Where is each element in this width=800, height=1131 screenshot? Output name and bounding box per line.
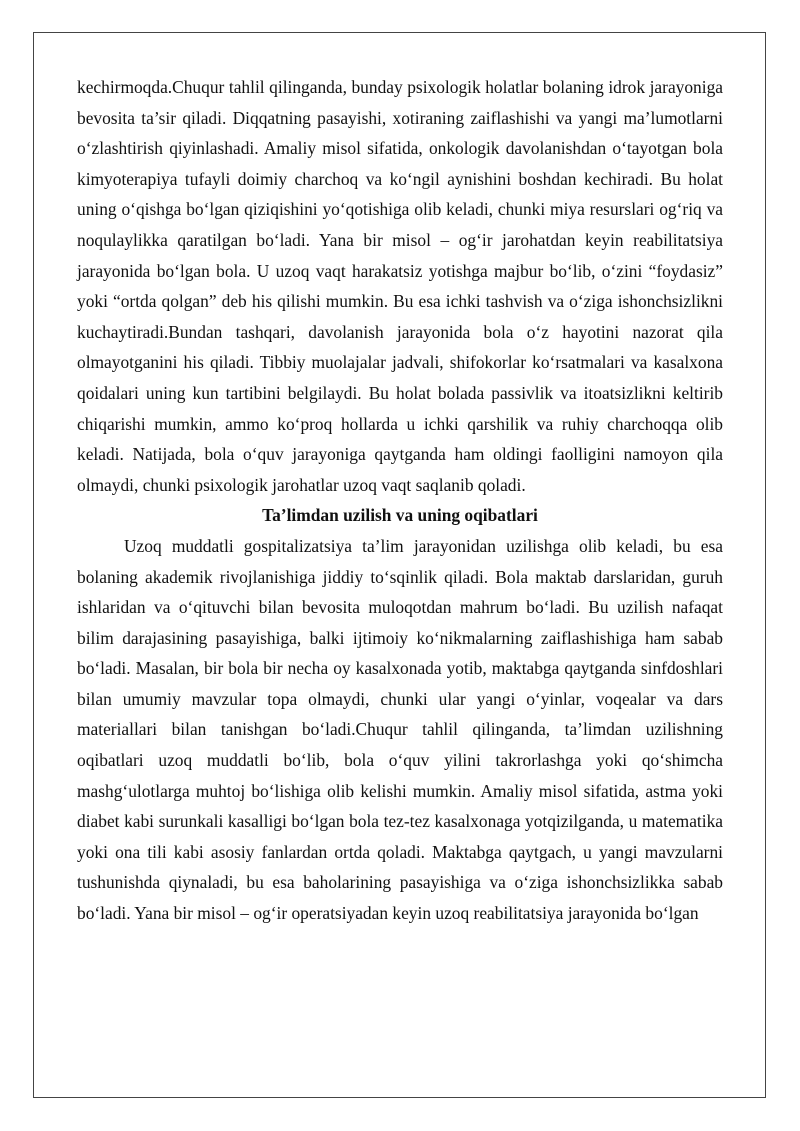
body-paragraph: Uzoq muddatli gospitalizatsiya ta’lim jarayonidan uzilishga olib keladi, bu esa bolaning akademik rivojlanishiga jiddiy to‘sqinlik qiladi. Bola maktab darslaridan, guruh ishlaridan va o‘qituvchi bilan bevosita muloqotdan mahrum bo‘ladi. Bu uzilish nafaqat bilim darajasining pasayishiga, balki ijtimoiy ko‘nikmalarning zaiflashishiga ham sabab bo‘ladi. Masalan, bir bola bir necha oy kasalxonada yotib, maktabga qaytganda sinfdoshlari bilan umumiy mavzular topa olmaydi, chunki ular yangi o‘yinlar, voqealar va dars materiallari bilan tanishgan bo‘ladi.Chuqur tahlil qilinganda, ta’limdan uzilishning oqibatlari uzoq muddatli bo‘lib, bola o‘quv yilini takrorlashga yoki qo‘shimcha mashg‘ulotlarga muhtoj bo‘lishiga olib kelishi mumkin. Amaliy misol sifatida, astma yoki diabet kabi surunkali kasalligi bo‘lgan bola tez-tez kasalxonaga yotqizilganda, u matematika yoki ona tili kabi asosiy fanlardan ortda qoladi. Maktabga qaytgach, u yangi mavzularni tushunishda qiynaladi, bu esa baholarining pasayishiga va o‘ziga ishonchsizlikka sabab bo‘ladi. Yana bir misol – og‘ir operatsiyadan keyin uzoq reabilitatsiya jarayonida bo‘lgan [77, 535, 723, 924]
document-body [77, 72, 723, 929]
section-heading: Ta’limdan uzilish va uning oqibatlari [262, 505, 538, 526]
body-paragraph: kechirmoqda.Chuqur tahlil qilinganda, bunday psixologik holatlar bolaning idrok jarayoniga bevosita ta’sir qiladi. Diqqatning pasayishi, xotiraning zaiflashishi va yangi ma’lumotlarni o‘zlashtirish qiyinlashadi. Amaliy misol sifatida, onkologik davolanishdan o‘tayotgan bola kimyoterapiya tufayli doimiy charchoq va ko‘ngil aynishini boshdan kechiradi. Bu holat uning o‘qishga bo‘lgan qiziqishini yo‘qotishiga olib keladi, chunki miya resurslari og‘riq va noqulaylikka qaratilgan bo‘ladi. Yana bir misol – og‘ir jarohatdan keyin reabilitatsiya jarayonida bo‘lgan bola. U uzoq vaqt harakatsiz yotishga majbur bo‘lib, o‘zini “foydasiz” yoki “ortda qolgan” deb his qilishi mumkin. Bu esa ichki tashvish va o‘ziga ishonchsizlikni kuchaytiradi.Bundan tashqari, davolanish jarayonida bola o‘z hayotini nazorat qila olmayotganini his qiladi. Tibbiy muolajalar jadvali, shifokorlar ko‘rsatmalari va kasalxona qoidalari uning kun tartibini belgilaydi. Bu holat bolada passivlik va itoatsizlikni keltirib chiqarishi mumkin, ammo ko‘proq hollarda u ichki qarshilik va ruhiy charchoqqa olib keladi. Natijada, bola o‘quv jarayoniga qaytganda ham oldingi faolligini namoyon qila olmaydi, chunki psixologik jarohatlar uzoq vaqt saqlanib qoladi. [77, 77, 723, 495]
